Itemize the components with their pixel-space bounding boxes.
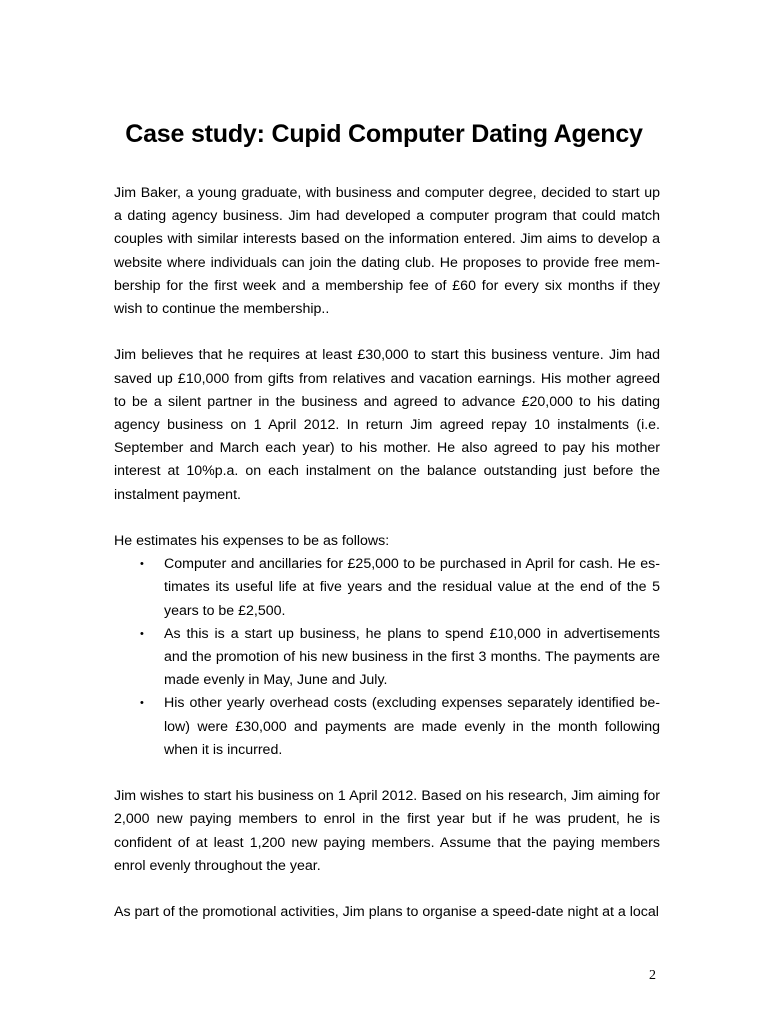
page-number: 2 xyxy=(649,968,656,983)
expense-item-text: Computer and ancillaries for £25,000 to be purchased in April for cash. He estimates its useful life at five years and the residual value at the end of the 5 years to be £2,500. xyxy=(164,556,660,619)
paragraph-members: Jim wishes to start his business on 1 April 2012. Based on his research, Jim aiming for 2,000 new paying members to enrol in the first year but if he was prudent, he is confident of at least 1,200 new paying members. Assume that the paying members enrol evenly throughout the year. xyxy=(114,788,660,874)
bullet-icon: • xyxy=(140,558,144,571)
bullet-icon: • xyxy=(140,627,144,640)
paragraph-intro: Jim Baker, a young graduate, with business and computer degree, decided to start up a dating agency business. Jim had developed a computer program that could match couples with similar interests based on the information entered. Jim aims to develop a website where individuals can join the dating club. He proposes to provide free membership for the first week and a membership fee of £60 for every six months if they wish to continue the membership.. xyxy=(114,185,660,318)
document-body xyxy=(114,182,660,948)
paragraph-promotion: As part of the promotional activities, Jim plans to organise a speed-date night at a local xyxy=(114,904,659,921)
expense-item-text: His other yearly overhead costs (excluding expenses separately identified below) were £30,000 and payments are made evenly in the month following when it is incurred. xyxy=(164,695,660,758)
page-title: Case study: Cupid Computer Dating Agency xyxy=(125,120,643,148)
expenses-list xyxy=(114,553,660,762)
list-item xyxy=(114,623,660,693)
expenses-intro: He estimates his expenses to be as follows: xyxy=(114,533,390,550)
bullet-icon: • xyxy=(140,697,144,710)
expense-item-text: As this is a start up business, he plans to spend £10,000 in advertisements and the promotion of his new business in the first 3 months. The payments are made evenly in May, June and July. xyxy=(164,625,660,689)
list-item xyxy=(114,692,660,762)
list-item xyxy=(114,553,660,623)
paragraph-funding: Jim believes that he requires at least £30,000 to start this business venture. Jim had saved up £10,000 from gifts from relatives and vacation earnings. His mother agreed to be a silent partner in the business and agreed to advance £20,000 to his dating agency business on 1 April 2012. In return Jim agreed repay 10 instalments (i.e. September and March each year) to his mother. He also agreed to pay his mother interest at 10%p.a. on each instalment on the balance outstanding just before the instalment payment. xyxy=(114,347,660,503)
